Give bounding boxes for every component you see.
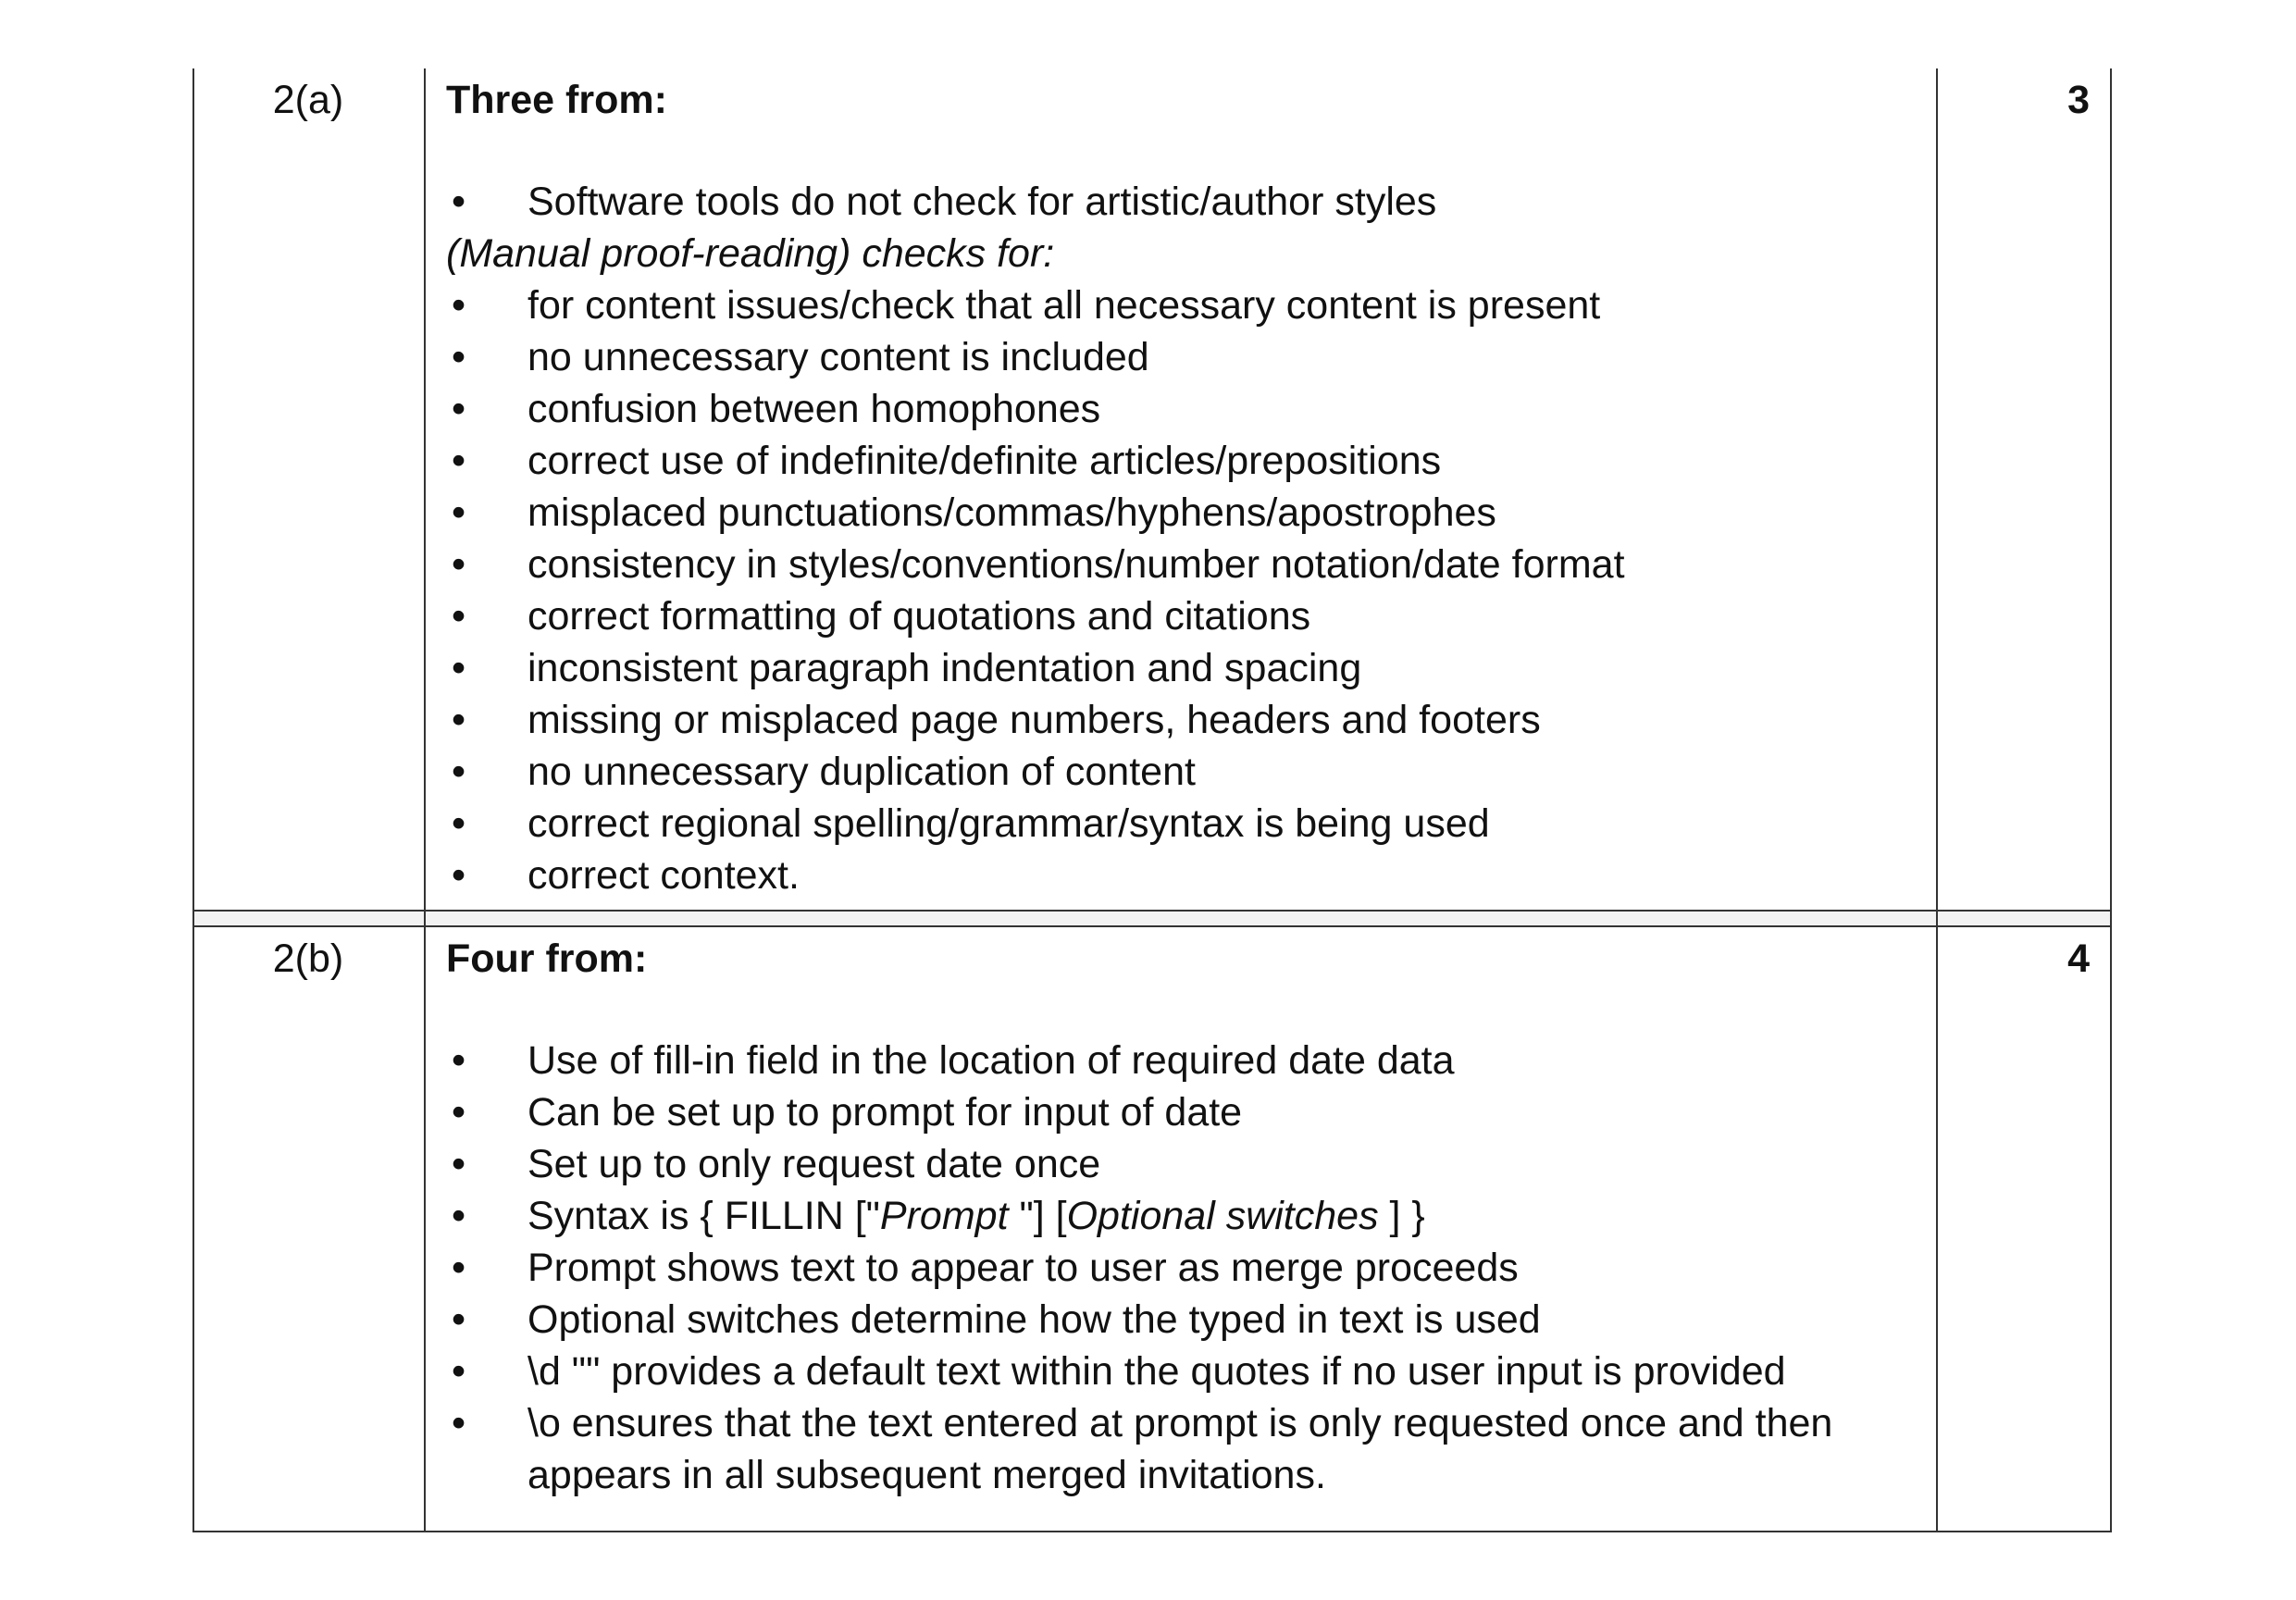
row-separator [192,912,2112,925]
list-item: • Can be set up to prompt for input of date [446,1086,1927,1138]
table-row-2a [192,68,2112,912]
answer-subheading: (Manual proof-reading) checks for: [446,231,1055,276]
mark-scheme-table [192,68,2112,1532]
list-item: • missing or misplaced page numbers, headers and footers [446,694,1927,746]
question-number: 2(a) [272,78,344,122]
marks-value: 4 [2067,936,2090,981]
list-item: • no unnecessary content is included [446,331,1927,383]
list-item: • consistency in styles/conventions/number notation/date format [446,539,1927,590]
list-item: • correct use of indefinite/definite articles/prepositions [446,435,1927,487]
list-item: • \d "" provides a default text within the quotes if no user input is provided [446,1346,1927,1397]
answer-list [446,1035,1927,1501]
column-divider [1936,912,1938,925]
column-divider [424,912,426,925]
answer-cell [446,933,1927,1501]
marks-value: 3 [2067,78,2090,122]
list-item: • Use of fill-in field in the location of required date data [446,1035,1927,1086]
answer-heading: Three from: [446,78,667,122]
list-item: • misplaced punctuations/commas/hyphens/apostrophes [446,487,1927,539]
list-item: • for content issues/check that all necessary content is present [446,279,1927,331]
list-item: • correct context. [446,850,1927,901]
list-item: • Software tools do not check for artistic/author styles [446,176,1927,228]
column-divider [1936,68,1938,910]
column-divider [1936,927,1938,1531]
list-item: • no unnecessary duplication of content [446,746,1927,798]
list-item: • \o ensures that the text entered at prompt is only requested once and then appears in all subsequent merged invitations. [446,1397,1927,1501]
list-item: • correct formatting of quotations and citations [446,590,1927,642]
table-row-2b [192,925,2112,1532]
list-item-syntax [446,1190,1927,1242]
answer-heading: Four from: [446,936,648,981]
answer-list-intro [446,176,1927,228]
list-item: • inconsistent paragraph indentation and spacing [446,642,1927,694]
list-item: • correct regional spelling/grammar/syntax is being used [446,798,1927,850]
list-item: • Optional switches determine how the typed in text is used [446,1294,1927,1346]
question-number: 2(b) [272,936,344,981]
column-divider [424,68,426,910]
column-divider [424,927,426,1531]
list-item: • confusion between homophones [446,383,1927,435]
list-item: • Prompt shows text to appear to user as merge proceeds [446,1242,1927,1294]
list-item: • Set up to only request date once [446,1138,1927,1190]
syntax-switches: Optional switches [1066,1194,1379,1238]
syntax-text: ] } [1378,1194,1425,1238]
syntax-text: "] [ [1008,1194,1067,1238]
answer-list [446,279,1927,901]
syntax-prompt: Prompt [879,1194,1009,1238]
syntax-text: Syntax is { FILLIN [" [527,1194,880,1238]
answer-cell [446,74,1927,901]
